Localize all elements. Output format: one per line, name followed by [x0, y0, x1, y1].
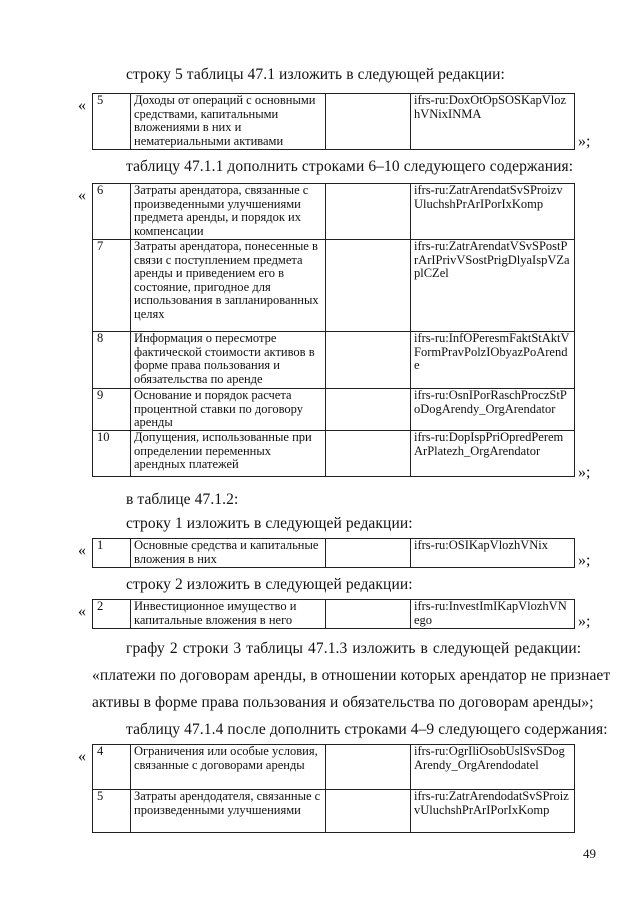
empty-cell [326, 790, 411, 833]
table-row [93, 600, 575, 629]
table-47-1-2-row-1 [92, 538, 575, 568]
row-number-cell: 7 [93, 240, 131, 332]
close-quote: »; [578, 552, 591, 569]
row-code-cell: ifrs-ru:InfOPeresmFaktStAktVFormPravPolzIObyazPoArende [411, 332, 575, 389]
table-row [93, 790, 575, 833]
row-code-cell: ifrs-ru:OgrIliOsobUslSvSDogArendy_OrgArendodatel [411, 745, 575, 790]
open-quote: « [78, 542, 86, 559]
table-47-1-2-row-2 [92, 599, 575, 629]
row-name-cell: Информация о пересмотре фактической стоимости активов в форме права пользования и обязательства по аренде [131, 332, 326, 389]
table-row [93, 431, 575, 477]
paragraph-row-1-instruction: строку 1 изложить в следующей редакции: [126, 515, 413, 532]
table-row [93, 94, 575, 150]
empty-cell [326, 332, 411, 389]
open-quote: « [78, 603, 86, 620]
open-quote: « [78, 97, 86, 114]
paragraph-table-47-1-1-instruction: таблицу 47.1.1 дополнить строками 6–10 следующего содержания: [126, 158, 574, 175]
empty-cell [326, 94, 411, 150]
row-code-cell: ifrs-ru:ZatrArendatVSvSPostPrArIPrivVSostPrigDlyaIspVZaplCZel [411, 240, 575, 332]
paragraph-table-47-1-2-heading: в таблице 47.1.2: [126, 491, 239, 508]
row-name-cell: Допущения, использованные при определении переменных арендных платежей [131, 431, 326, 477]
row-number-cell: 1 [93, 539, 131, 568]
row-name-cell: Доходы от операций с основными средствами, капитальными вложениями в них и нематериальными активами [131, 94, 326, 150]
close-quote: »; [578, 613, 591, 630]
row-name-cell: Основание и порядок расчета процентной ставки по договору аренды [131, 389, 326, 431]
paragraph-quoted-text-line-1: «платежи по договорам аренды, в отношении которых арендатор не признает [92, 667, 611, 684]
row-name-cell: Затраты арендатора, связанные с произведенными улучшениями предмета аренды, и порядок их компенсации [131, 184, 326, 240]
row-number-cell: 8 [93, 332, 131, 389]
row-number-cell: 4 [93, 745, 131, 790]
row-name-cell: Затраты арендатора, понесенные в связи с поступлением предмета аренды и приведением его в состояние, пригодное для использования в запланированных целях [131, 240, 326, 332]
paragraph-table-47-1-4-instruction: таблицу 47.1.4 после дополнить строками 4–9 следующего содержания: [126, 721, 608, 738]
row-number-cell: 2 [93, 600, 131, 629]
paragraph-quoted-text-line-2: активы в форме права пользования и обязательства по договорам аренды»; [92, 694, 594, 711]
open-quote: « [78, 187, 86, 204]
row-code-cell: ifrs-ru:ZatrArendodatSvSProizvUluchshPrArIPorIxKomp [411, 790, 575, 833]
table-row [93, 539, 575, 568]
row-code-cell: ifrs-ru:InvestImIKapVlozhVNego [411, 600, 575, 629]
row-code-cell: ifrs-ru:ZatrArendatSvSProizvUluchshPrArIPorIxKomp [411, 184, 575, 240]
row-name-cell: Ограничения или особые условия, связанные с договорами аренды [131, 745, 326, 790]
table-row [93, 745, 575, 790]
row-code-cell: ifrs-ru:OsnIPorRaschProczStPoDogArendy_OrgArendator [411, 389, 575, 431]
table-row [93, 240, 575, 332]
paragraph-row-2-instruction: строку 2 изложить в следующей редакции: [126, 576, 413, 593]
table-row [93, 332, 575, 389]
open-quote: « [78, 748, 86, 765]
empty-cell [326, 539, 411, 568]
empty-cell [326, 240, 411, 332]
empty-cell [326, 431, 411, 477]
empty-cell [326, 745, 411, 790]
row-number-cell: 10 [93, 431, 131, 477]
close-quote: »; [578, 464, 591, 481]
table-47-1-4-rows-4-5 [92, 744, 575, 833]
row-number-cell: 6 [93, 184, 131, 240]
table-47-1-row-5 [92, 93, 575, 150]
row-name-cell: Основные средства и капитальные вложения в них [131, 539, 326, 568]
row-number-cell: 5 [93, 790, 131, 833]
table-row [93, 389, 575, 431]
row-number-cell: 5 [93, 94, 131, 150]
row-name-cell: Инвестиционное имущество и капитальные вложения в него [131, 600, 326, 629]
empty-cell [326, 600, 411, 629]
row-code-cell: ifrs-ru:DoxOtOpSOSKapVlozhVNixINMA [411, 94, 575, 150]
row-code-cell: ifrs-ru:DopIspPriOpredPeremArPlatezh_OrgArendator [411, 431, 575, 477]
row-name-cell: Затраты арендодателя, связанные с произведенными улучшениями [131, 790, 326, 833]
empty-cell [326, 389, 411, 431]
row-number-cell: 9 [93, 389, 131, 431]
paragraph-table-47-1-3-instruction: графу 2 строки 3 таблицы 47.1.3 изложить в следующей редакции: [126, 640, 582, 657]
empty-cell [326, 184, 411, 240]
table-row [93, 184, 575, 240]
page-number: 49 [583, 846, 596, 861]
row-code-cell: ifrs-ru:OSIKapVlozhVNix [411, 539, 575, 568]
close-quote: »; [578, 133, 591, 150]
paragraph-table-47-1-instruction: строку 5 таблицы 47.1 изложить в следующей редакции: [126, 66, 505, 83]
table-47-1-1-rows-6-10 [92, 183, 575, 477]
